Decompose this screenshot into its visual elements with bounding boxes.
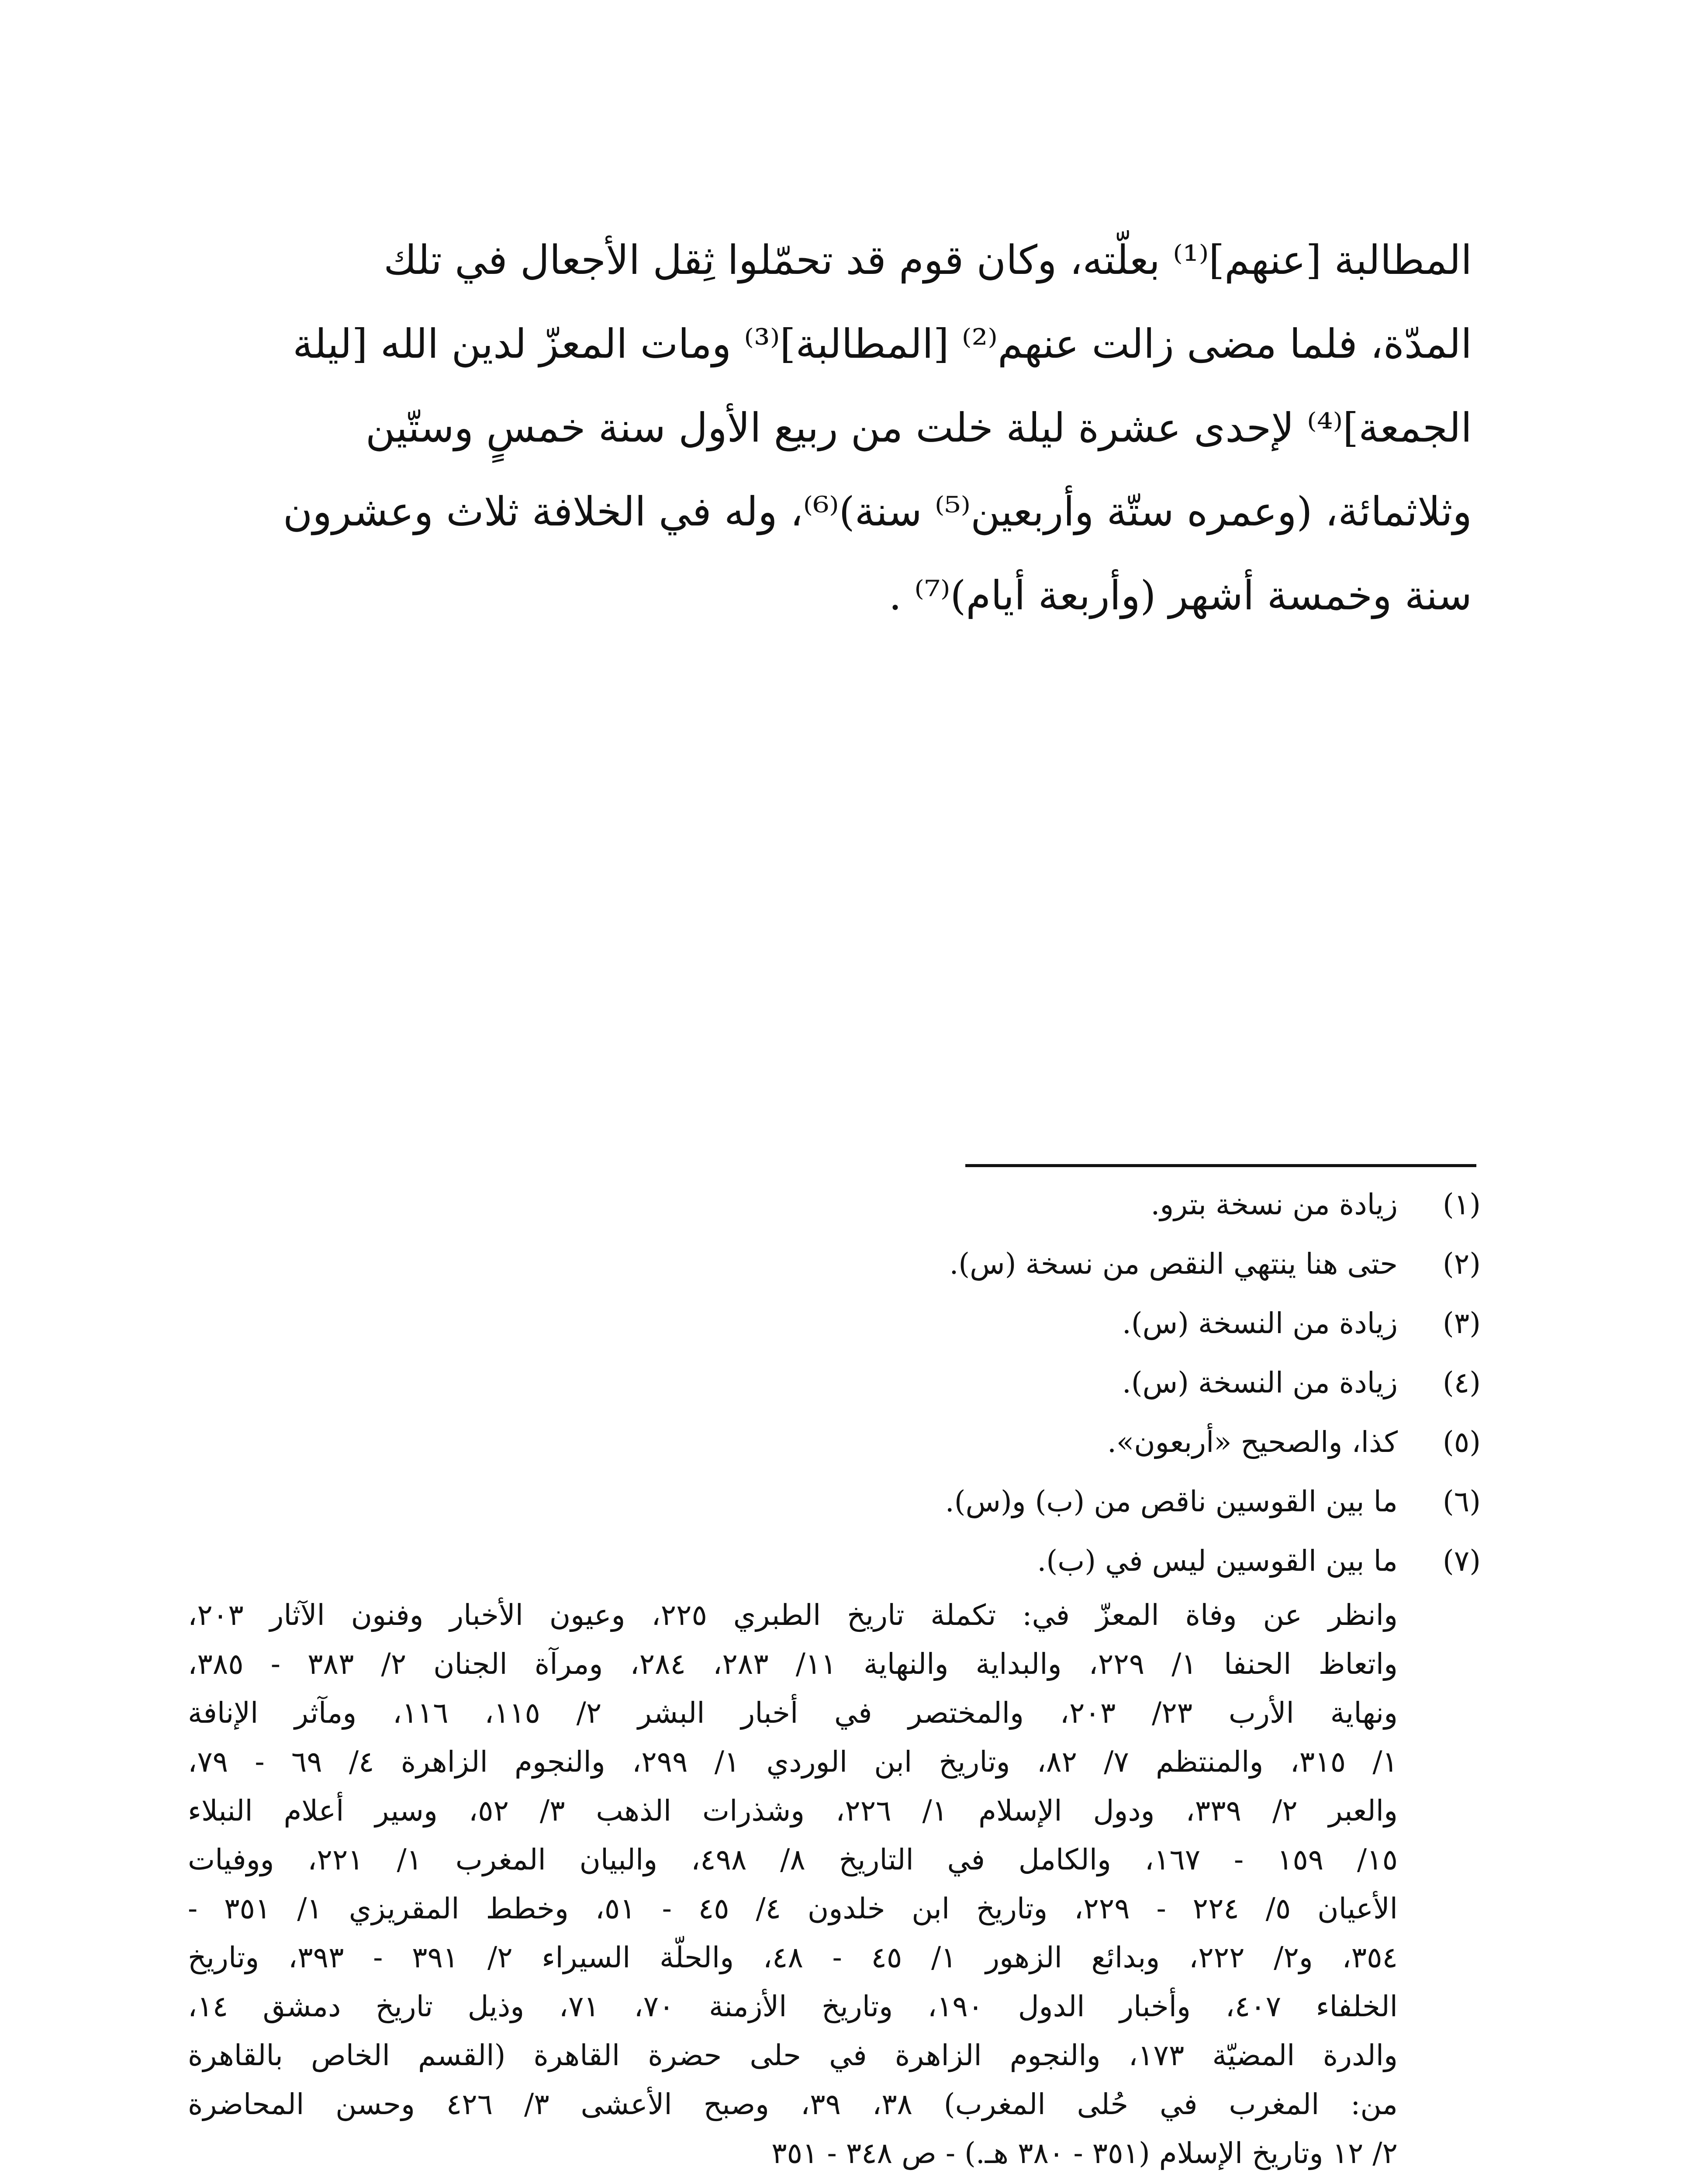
footnote [188,1294,1481,1353]
reference-line: ١٥/ ١٥٩ - ١٦٧، والكامل في التاريخ ٨/ ٤٩٨، والبيان المغرب ١/ ٢٢١، ووفيات [188,1843,1398,1876]
footnote-text: ما بين القوسين ليس في (ب). [1037,1544,1398,1578]
reference-line: الخلفاء ٤٠٧، وأخبار الدول ١٩٠، وتاريخ الأزمنة ٧٠، ٧١، وذيل تاريخ دمشق ١٤، [188,1990,1398,2023]
footnotes-block [188,1175,1481,2178]
reference-line: ٢/ ١٢ وتاريخ الإسلام (٣٥١ - ٣٨٠ هـ.) - ص ٣٤٨ - ٣٥١ [771,2136,1398,2170]
reference-line: ونهاية الأرب ٢٣/ ٢٠٣، والمختصر في أخبار البشر ٢/ ١١٥، ١١٦، ومآثر الإنافة [188,1696,1398,1730]
main-text-line: سنة وخمسة أشهر (وأربعة أيام)⁽⁷⁾ . [888,572,1472,619]
reference-line: الأعيان ٥/ ٢٢٤ - ٢٢٩، وتاريخ ابن خلدون ٤/ ٤٥ - ٥١، وخطط المقريزي ١/ ٣٥١ - [188,1892,1398,1925]
footnote-text: زيادة من النسخة (س). [1122,1306,1398,1340]
footnote [188,1234,1481,1294]
footnote [188,1531,1481,1591]
footnote [188,1472,1481,1531]
footnote [188,1175,1481,1234]
footnote-text: زيادة من نسخة بترو. [1151,1188,1398,1221]
footnote-number: (١) [1443,1188,1481,1221]
footnote-number: (٤) [1443,1366,1481,1400]
reference-line: وانظر عن وفاة المعزّ في: تكملة تاريخ الطبري ٢٢٥، وعيون الأخبار وفنون الآثار ٢٠٣، [188,1598,1398,1632]
footnote-text: زيادة من النسخة (س). [1122,1366,1398,1400]
footnote [188,1353,1481,1413]
reference-line: واتعاظ الحنفا ١/ ٢٢٩، والبداية والنهاية ١١/ ٢٨٣، ٢٨٤، ومرآة الجنان ٢/ ٣٨٣ - ٣٨٥، [188,1647,1398,1681]
main-text-line: الجمعة]⁽⁴⁾ لإحدى عشرة ليلة خلت من ربيع الأول سنة خمسٍ وستّين [365,404,1472,451]
footnote-text: كذا، والصحيح «أربعون». [1107,1425,1398,1459]
references-block [188,1591,1398,2178]
footnote-number: (٥) [1443,1425,1481,1459]
reference-line: والدرة المضيّة ١٧٣، والنجوم الزاهرة في حلى حضرة القاهرة (القسم الخاص بالقاهرة [188,2039,1398,2072]
footnote-number: (٢) [1443,1247,1481,1281]
reference-line: من: المغرب في حُلى المغرب) ٣٨، ٣٩، وصبح الأعشى ٣/ ٤٢٦ وحسن المحاضرة [188,2087,1398,2121]
footnote-text: حتى هنا ينتهي النقص من نسخة (س). [949,1247,1398,1281]
footnote [188,1413,1481,1472]
footnote-number: (٧) [1443,1544,1481,1578]
main-text-block [192,218,1472,638]
main-text-line: المدّة، فلما مضى زالت عنهم⁽²⁾ [المطالبة]⁽³⁾ ومات المعزّ لدين الله [ليلة [293,321,1472,367]
main-text-line: المطالبة [عنهم]⁽¹⁾ بعلّته، وكان قوم قد تحمّلوا ثِقل الأجعال في تلك [384,237,1472,283]
reference-line: والعبر ٢/ ٣٣٩، ودول الإسلام ١/ ٢٢٦، وشذرات الذهب ٣/ ٥٢، وسير أعلام النبلاء [188,1794,1398,1828]
footnote-number: (٦) [1443,1485,1481,1518]
main-text-line: وثلاثمائة، (وعمره ستّة وأربعين⁽⁵⁾ سنة)⁽⁶⁾، وله في الخلافة ثلاث وعشرون [283,488,1472,535]
footnote-number: (٣) [1443,1306,1481,1340]
reference-line: ١/ ٣١٥، والمنتظم ٧/ ٨٢، وتاريخ ابن الوردي ١/ ٢٩٩، والنجوم الزاهرة ٤/ ٦٩ - ٧٩، [188,1745,1398,1779]
reference-line: ٣٥٤، و٢/ ٢٢٢، وبدائع الزهور ١/ ٤٥ - ٤٨، والحلّة السيراء ٢/ ٣٩١ - ٣٩٣، وتاريخ [188,1941,1398,1974]
footnote-text: ما بين القوسين ناقص من (ب) و(س). [945,1485,1398,1518]
footnote-separator [965,1164,1476,1167]
